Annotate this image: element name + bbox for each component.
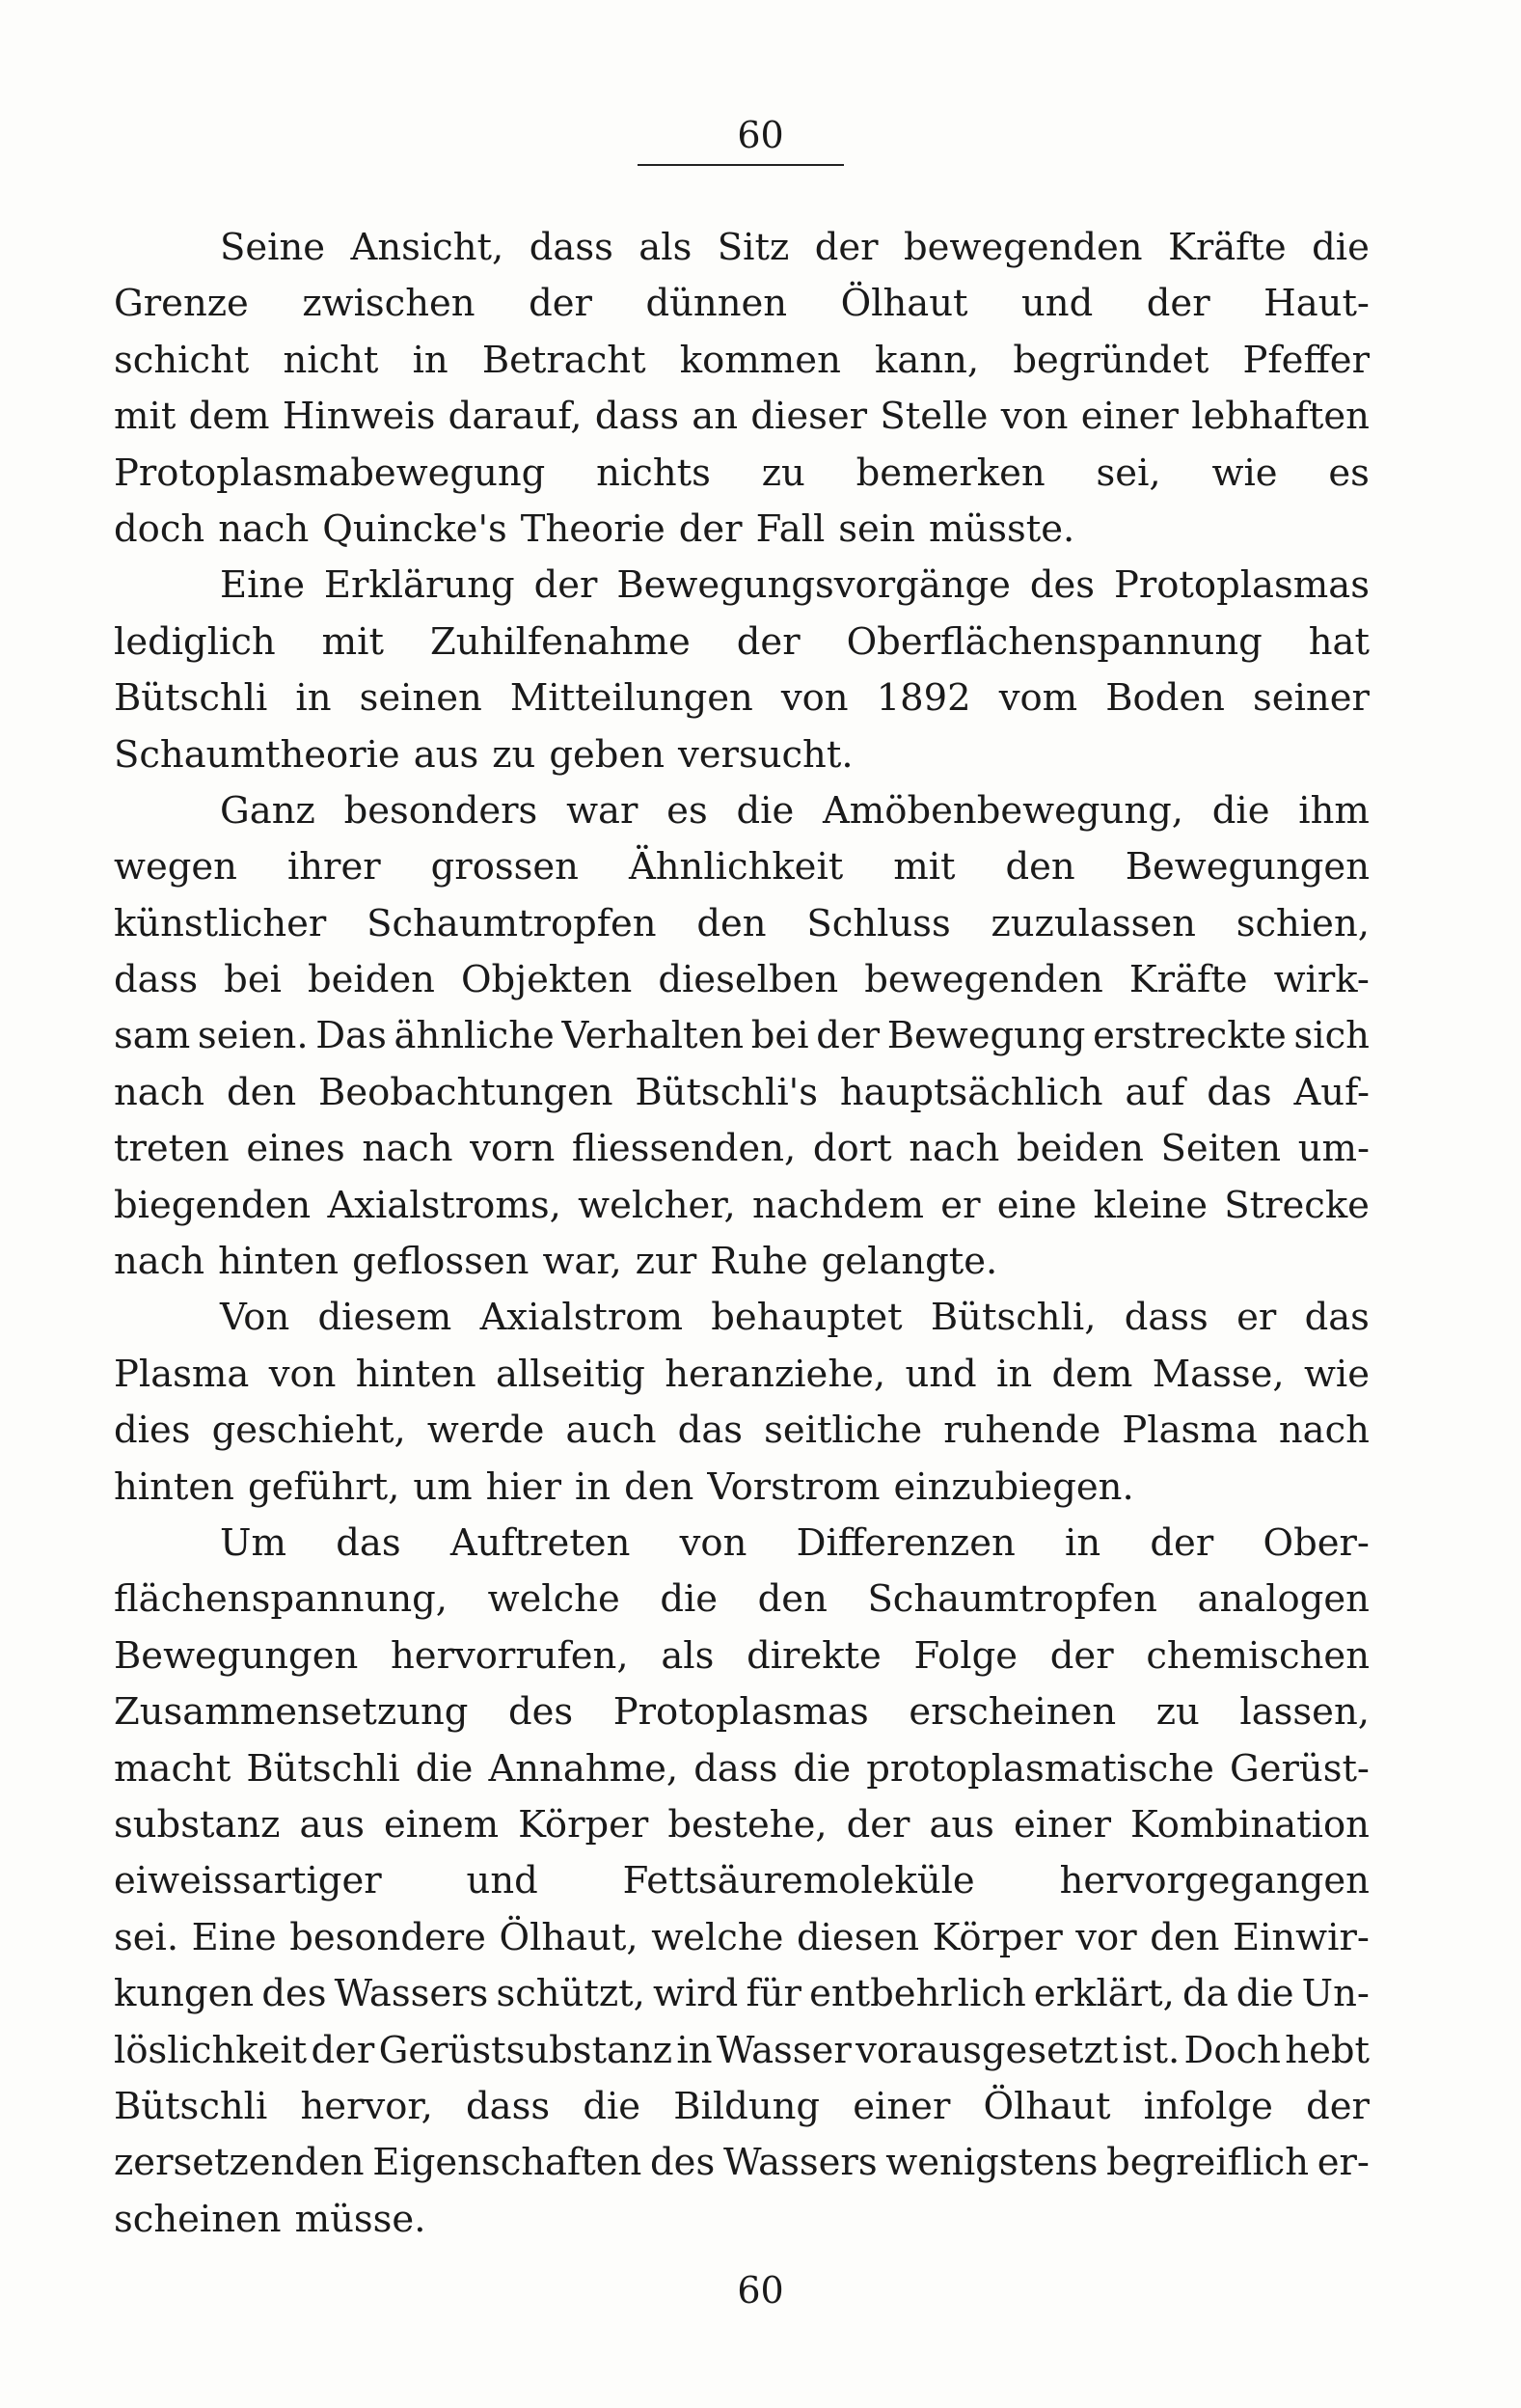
paragraph — [114, 1516, 1370, 2248]
text-line: Seine Ansicht, dass als Sitz der bewegenden Kräfte die — [220, 226, 1370, 269]
text-line: dass bei beiden Objekten dieselben bewegenden Kräfte wirk- — [114, 958, 1370, 1002]
text-line: biegenden Axialstroms, welcher, nachdem er eine kleine Strecke — [114, 1183, 1370, 1227]
page-number-footer: 60 — [737, 2269, 784, 2312]
text-line: eiweissartiger und Fettsäuremoleküle hervorgegangen — [114, 1859, 1370, 1903]
text-line: Um das Auftreten von Differenzen in der Ober- — [220, 1520, 1370, 1565]
text-line: dies geschieht, werde auch das seitliche ruhende Plasma nach — [114, 1409, 1370, 1453]
text-line: Von diesem Axialstrom behauptet Bütschli, dass er das — [220, 1296, 1370, 1340]
text-line: Ganz besonders war es die Amöbenbewegung, die ihm — [220, 788, 1370, 833]
text-line: treten eines nach vorn fliessenden, dort nach beiden Seiten um- — [114, 1127, 1370, 1171]
paragraph — [114, 220, 1370, 558]
text-line: Bütschli in seinen Mitteilungen von 1892 vom Boden seiner — [114, 676, 1370, 721]
page-number-header: 60 — [737, 114, 784, 156]
text-line: Bewegungen hervorrufen, als direkte Folge der chemischen — [114, 1633, 1370, 1678]
text-line: löslichkeit der Gerüstsubstanz in Wasser vorausgesetzt ist. Doch hebt — [114, 2028, 1370, 2072]
body-text — [114, 220, 1370, 2248]
text-line: Plasma von hinten allseitig heranziehe, und in dem Masse, wie — [114, 1352, 1370, 1396]
text-line: schicht nicht in Betracht kommen kann, begründet Pfeffer — [114, 338, 1370, 382]
text-line: sei. Eine besondere Ölhaut, welche diesen Körper vor den Einwir- — [114, 1915, 1370, 1959]
text-line: Grenze zwischen der dünnen Ölhaut und der Haut- — [114, 282, 1370, 326]
text-line: sam seien. Das ähnliche Verhalten bei der Bewegung erstreckte sich — [114, 1014, 1370, 1058]
paragraph — [114, 1290, 1370, 1516]
text-line: Protoplasmabewegung nichts zu bemerken sei, wie es — [114, 451, 1370, 495]
text-line: lediglich mit Zuhilfenahme der Oberflächenspannung hat — [114, 619, 1370, 664]
text-line: doch nach Quincke's Theorie der Fall sein müsste. — [114, 506, 1075, 551]
text-line: kungen des Wassers schützt, wird für entbehrlich erklärt, da die Un- — [114, 1972, 1370, 2016]
text-line: Zusammensetzung des Protoplasmas erscheinen zu lassen, — [114, 1690, 1370, 1735]
text-line: zersetzenden Eigenschaften des Wassers wenigstens begreiflich er- — [114, 2141, 1370, 2185]
text-line: künstlicher Schaumtropfen den Schluss zuzulassen schien, — [114, 901, 1370, 945]
text-line: Schaumtheorie aus zu geben versucht. — [114, 732, 854, 777]
paragraph — [114, 558, 1370, 783]
text-line: nach den Beobachtungen Bütschli's hauptsächlich auf das Auf- — [114, 1070, 1370, 1114]
paragraph — [114, 783, 1370, 1291]
header-rule — [638, 164, 844, 166]
text-line: Eine Erklärung der Bewegungsvorgänge des Protoplasmas — [220, 563, 1370, 608]
text-line: nach hinten geflossen war, zur Ruhe gelangte. — [114, 1240, 998, 1284]
text-line: flächenspannung, welche die den Schaumtropfen analogen — [114, 1577, 1370, 1622]
text-line: macht Bütschli die Annahme, dass die protoplasmatische Gerüst- — [114, 1746, 1370, 1791]
text-line: Bütschli hervor, dass die Bildung einer Ölhaut infolge der — [114, 2084, 1370, 2128]
text-line: wegen ihrer grossen Ähnlichkeit mit den Bewegungen — [114, 845, 1370, 889]
text-line: mit dem Hinweis darauf, dass an dieser Stelle von einer lebhaften — [114, 395, 1370, 439]
text-line: scheinen müsse. — [114, 2197, 426, 2241]
text-line: substanz aus einem Körper bestehe, der aus einer Kombination — [114, 1802, 1370, 1847]
text-line: hinten geführt, um hier in den Vorstrom einzubiegen. — [114, 1464, 1134, 1509]
